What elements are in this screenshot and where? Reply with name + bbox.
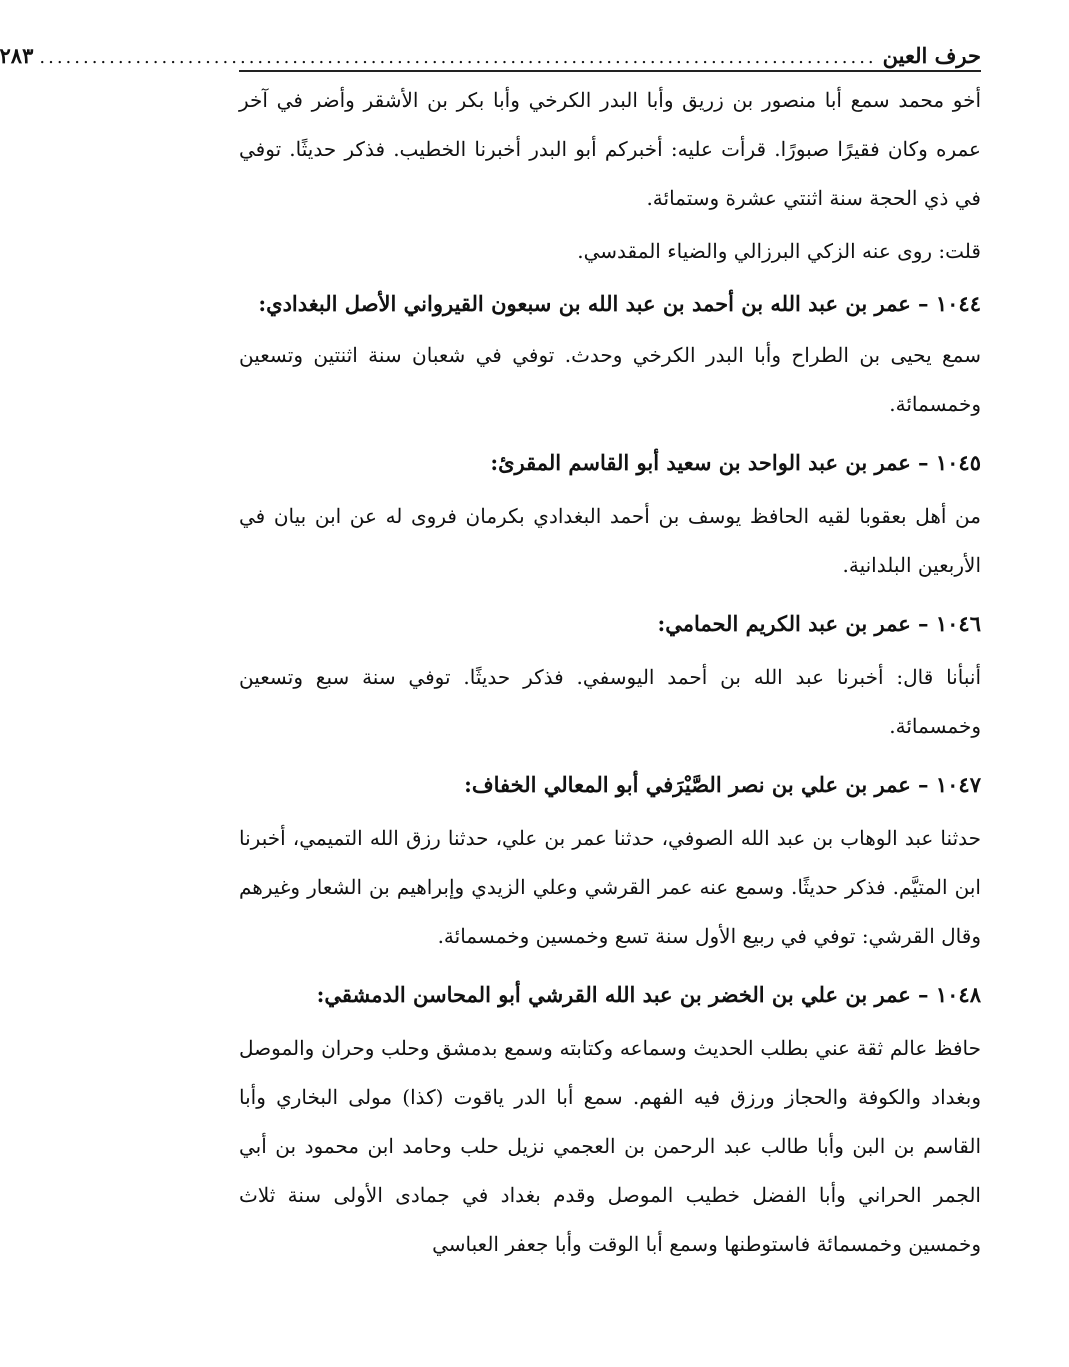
intro-paragraph: أخو محمد سمع أبا منصور بن زريق وأبا البدر الكرخي وأبا بكر بن الأشقر وأضر في آخر عمره وكان فقيرًا صبورًا. قرأت عليه: أخبركم أبو البدر أخبرنا الخطيب. فذكر حديثًا. توفي في ذي الحجة سنة اثنتي عشرة وستمائة. [239,88,981,210]
entry-title: ١٠٤٤ – عمر بن عبد الله بن أحمد بن عبد الله بن سبعون القيرواني الأصل البغدادي: [258,291,981,316]
header-leader-dots: ................................................................................................ [39,47,877,68]
entry-body: من أهل بعقوبا لقيه الحافظ يوسف بن أحمد البغدادي بكرمان فروى له عن ابن بيان في الأربعين البلدانية. [239,504,981,577]
entry-body: سمع يحيى بن الطراح وأبا البدر الكرخي وحدث. توفي في شعبان سنة اثنتين وتسعين وخمسمائة. [239,343,981,416]
header-rule [239,70,981,72]
page-number: ٢٨٣ [0,43,34,68]
entry-title: ١٠٤٨ – عمر بن علي بن الخضر بن عبد الله القرشي أبو المحاسن الدمشقي: [316,982,981,1007]
entry-body: حافظ عالم ثقة عني بطلب الحديث وسماعه وكتابته وسمع بدمشق وحلب وحران والموصل وبغداد والكوفة والحجاز ورزق فيه الفهم. سمع أبا الدر ياقوت (كذا) مولى البخاري وأبا القاسم بن البن وأبا طالب عبد الرحمن بن العجمي نزيل حلب وحامد ابن محمود بن أبي الجمر الحراني وأبا الفضل خطيب الموصل وقدم بغداد في جمادى الأولى سنة ثلاث وخمسين وخمسمائة فاستوطنها وسمع أبا الوقت وأبا جعفر العباسي [239,1036,981,1256]
intro-note: قلت: روى عنه الزكي البرزالي والضياء المقدسي. [577,239,981,263]
entry-body: حدثنا عبد الوهاب بن عبد الله الصوفي، حدثنا عمر بن علي، حدثنا رزق الله التميمي، أخبرنا ابن المتيَّم. فذكر حديثًا. وسمع عنه عمر القرشي وعلي الزيدي وإبراهيم بن الشعار وغيرهم وقال القرشي: توفي في ربيع الأول سنة تسع وخمسين وخمسمائة. [239,826,981,948]
page-body [239,76,981,1269]
running-header [0,34,981,68]
entry-title: ١٠٤٧ – عمر بن علي بن نصر الصَّيْرَفي أبو المعالي الخفاف: [464,772,981,797]
section-title: حرف العين [882,43,981,68]
entry-title: ١٠٤٥ – عمر بن عبد الواحد بن سعيد أبو القاسم المقرئ: [490,450,981,475]
entry-body: أنبأنا قال: أخبرنا عبد الله بن أحمد اليوسفي. فذكر حديثًا. توفي سنة سبع وتسعين وخمسمائة. [239,665,981,738]
entry-title: ١٠٤٦ – عمر بن عبد الكريم الحمامي: [657,611,981,636]
